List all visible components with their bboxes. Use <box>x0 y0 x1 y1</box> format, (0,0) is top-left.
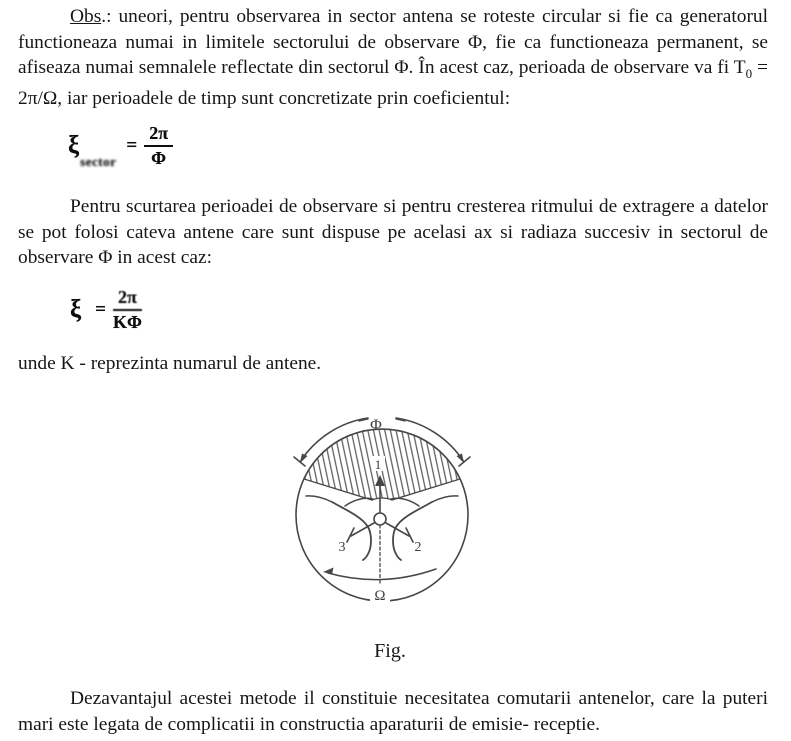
paragraph-obs-text: .: uneori, pentru observarea in sector antena se roteste circular si fie ca generatorul functioneaza numai in limitele sectorului de observare Φ, fie ca functioneaza permanent, se afiseaza numai semnalele reflectate din sectorul Φ. În acest caz, perioada de observare va fi T <box>18 6 768 78</box>
arc-arrow-left-icon <box>300 454 308 464</box>
equals-sign: = <box>95 298 106 320</box>
t-zero-subscript: 0 <box>745 65 753 81</box>
paragraph-pentru: Pentru scurtarea perioadei de observare si pentru cresterea ritmului de extragere a datelor se pot folosi cateva antene care sunt dispuse pe acelasi ax si radiaza succesiv in sectorul de observare Φ in acest caz: <box>18 196 768 268</box>
fraction-denominator: KΦ <box>112 311 142 332</box>
formula-xi-sector <box>68 123 173 168</box>
formula-xi-k <box>70 287 142 332</box>
paragraph-obs <box>18 4 768 112</box>
arc-arrow-right-icon <box>457 454 465 464</box>
equals-sign: = <box>126 134 138 156</box>
figure-caption: Fig. <box>374 640 406 662</box>
antenna-3-label: 3 <box>338 540 346 555</box>
fraction <box>144 123 173 168</box>
omega-rotation-label: Ω <box>374 588 386 604</box>
rotation-direction-arc <box>328 569 436 580</box>
antenna-1-label: 1 <box>374 457 382 472</box>
phi-sector-label: Φ <box>370 417 382 434</box>
xi-subscript-illegible: sector <box>80 154 117 170</box>
rotation-arrow-icon <box>323 568 334 575</box>
paragraph-obs-tail: = 2π/Ω, iar perioadele de timp sunt concretizate prin coeficientul: <box>18 57 768 110</box>
antenna-2-label: 2 <box>414 540 422 555</box>
fraction <box>113 287 142 332</box>
phi-label-dashes <box>359 419 405 421</box>
paragraph-dezavantaj: Dezavantajul acestei metode il constituie necesitatea comutarii antenelor, care la puteri mari este legata de complicatii in constructia aparaturii de emisie- receptie. <box>18 688 768 735</box>
fraction-numerator: 2π <box>113 287 142 311</box>
top-reflector-arch <box>345 498 419 506</box>
xi-symbol: ξ <box>70 296 82 324</box>
xi-symbol: ξ <box>68 132 80 160</box>
obs-underlined-word: Obs <box>70 6 102 27</box>
fraction-numerator: 2π <box>144 123 173 147</box>
fraction-denominator: Φ <box>151 147 167 168</box>
paragraph-unde-k: unde K - reprezinta numarul de antene. <box>18 353 322 374</box>
antenna-2 <box>386 523 413 542</box>
antenna-sector-figure <box>258 400 506 618</box>
center-hub <box>374 513 386 525</box>
